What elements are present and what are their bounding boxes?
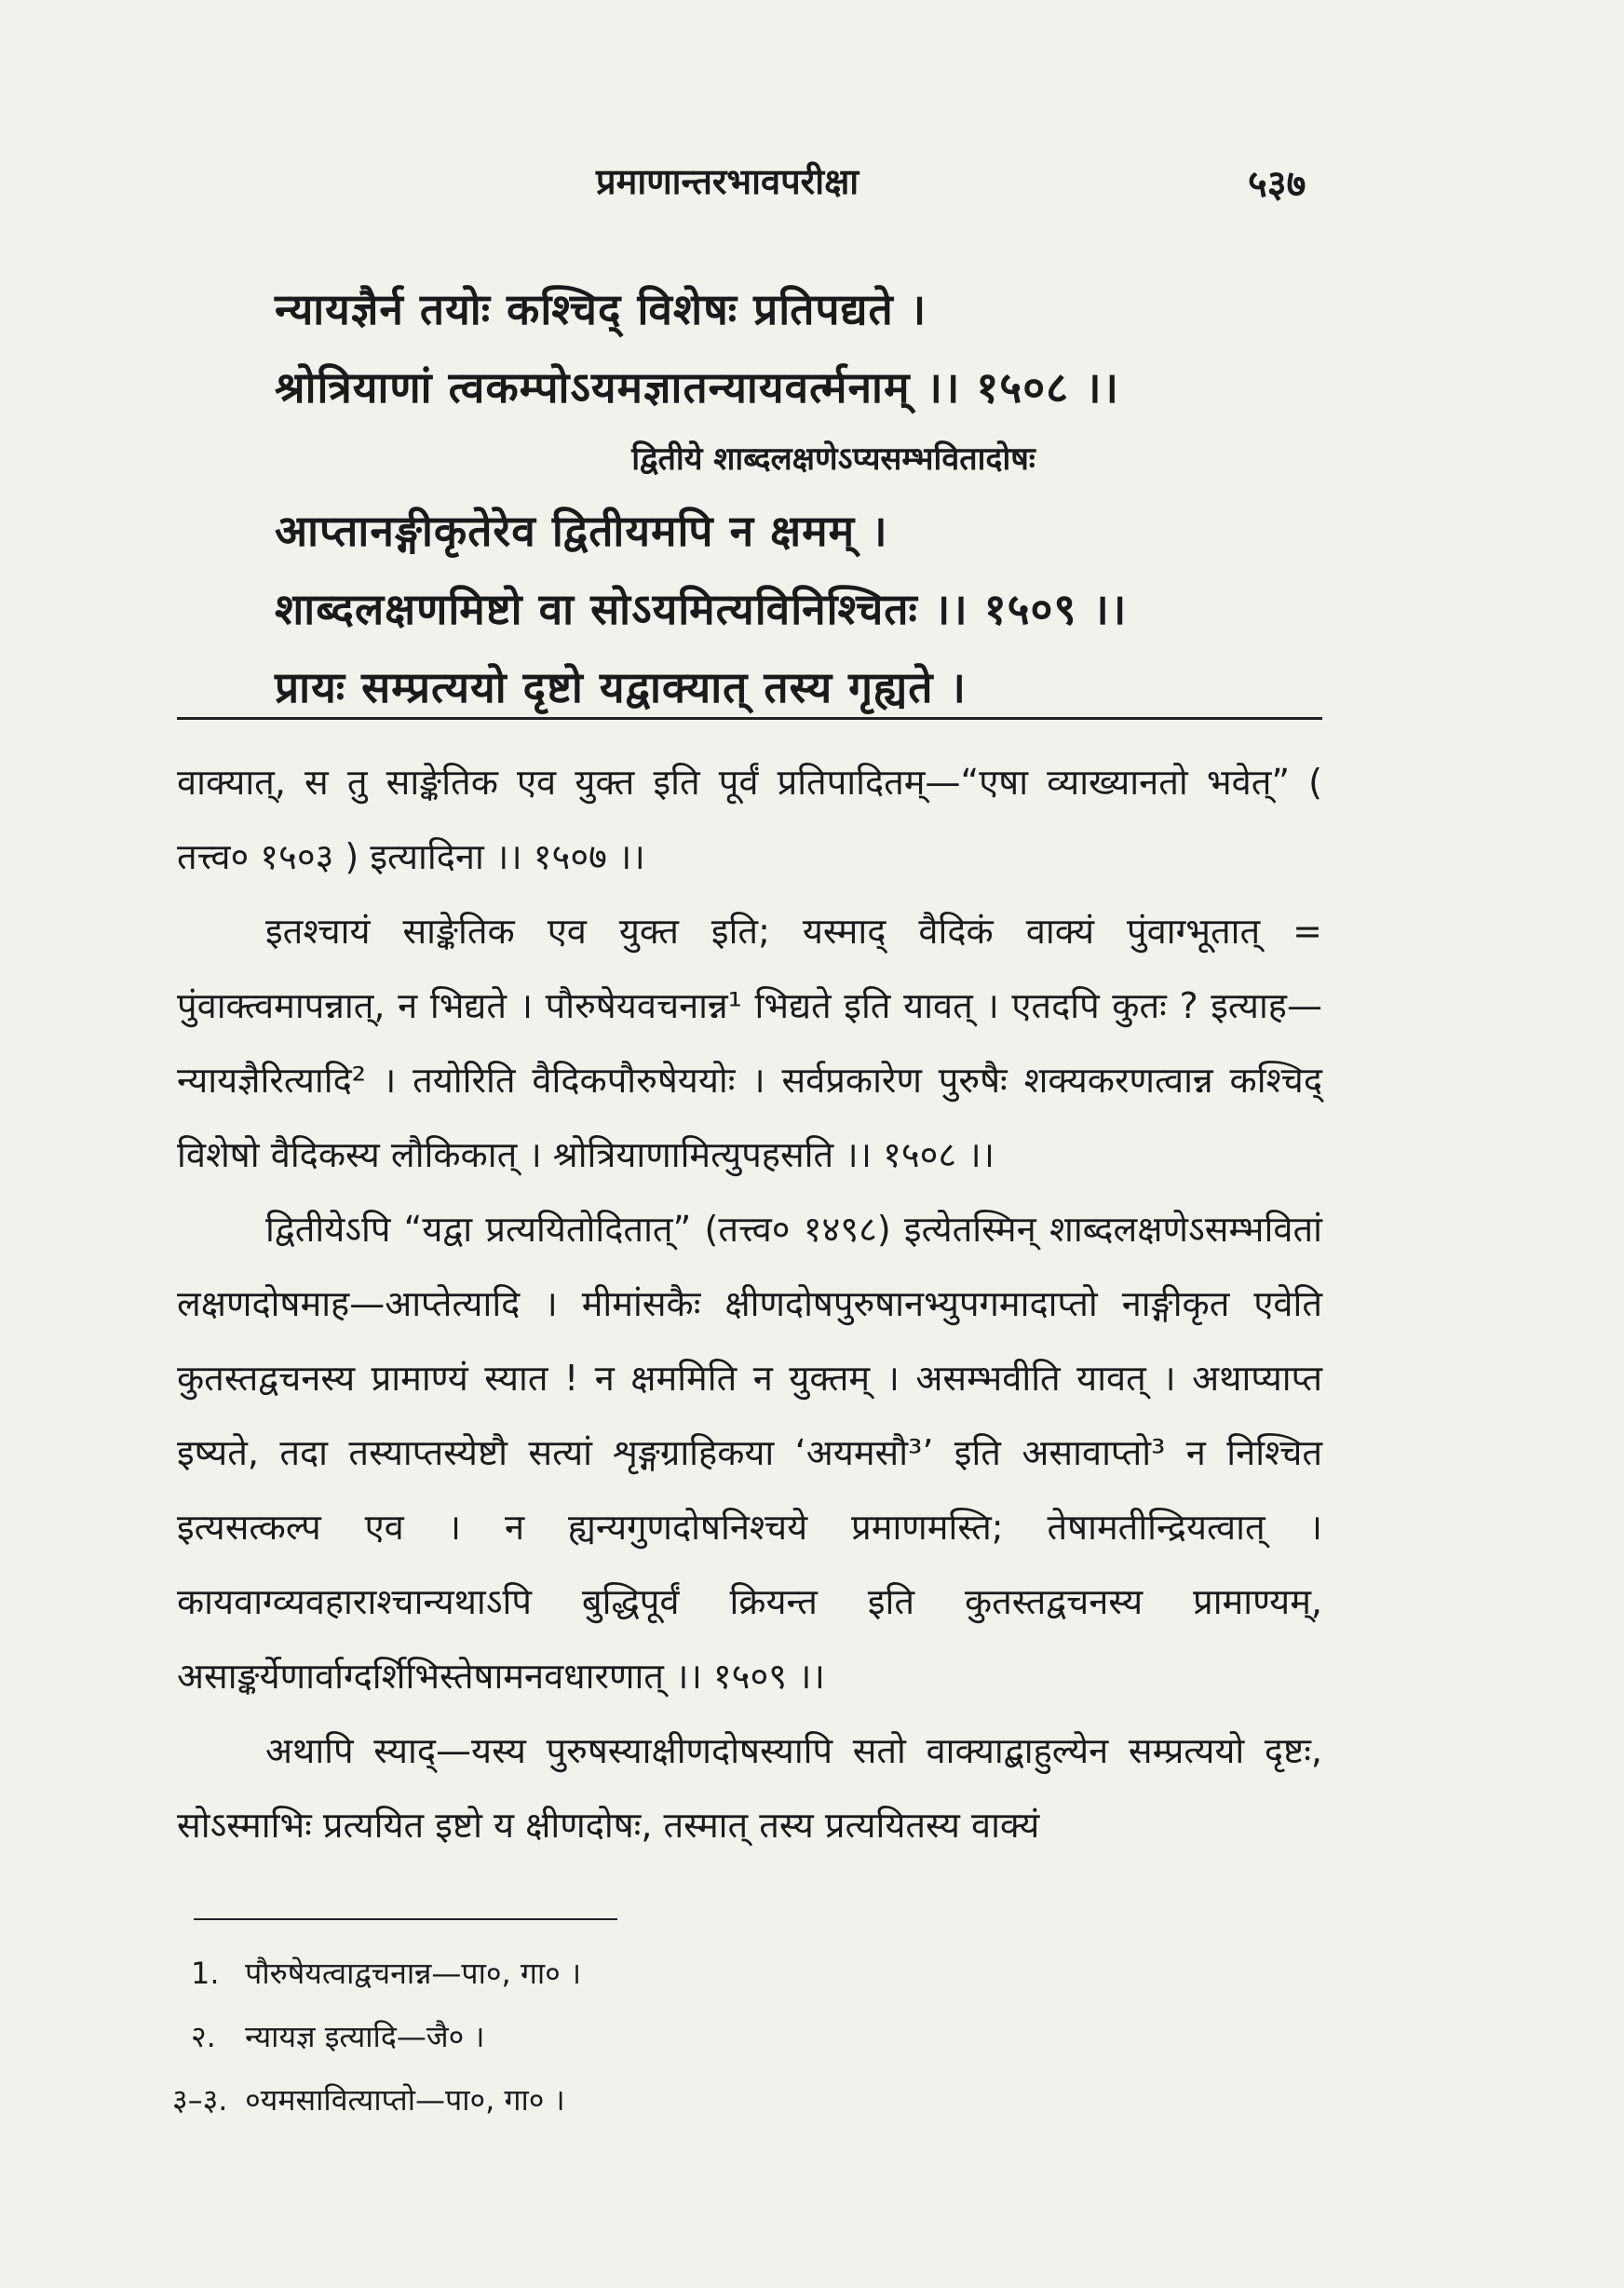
- page-number: ५३७: [1248, 163, 1306, 206]
- verse-subheading: द्वितीये शाब्दलक्षणेऽप्यसम्भवितादोषः: [631, 440, 1035, 478]
- footnote-text: पौरुषेयत्वाद्वचनान्न—पा०, गा० ।: [245, 1956, 582, 1991]
- commentary-paragraph-3: द्वितीयेऽपि “यद्वा प्रत्ययितोदितात्” (तत्त्व० १४९८) इत्येतस्मिन् शाब्दलक्षणेऽसम्भवितां लक्षणदोषमाह—आप्तेत्यादि । मीमांसकैः क्षीणदोषपुरुषानभ्युपगमादाप्तो नाङ्गीकृत एवेति कुतस्तद्वचनस्य प्रामाण्यं स्यात ! न क्षममिति न युक्तम् । असम्भवीति यावत् । अथाप्याप्त इष्यते, तदा तस्याप्तस्येष्टौ सत्यां शृङ्गग्राहिकया ‘अयमसौ³’ इति असावाप्तो³ न निश्चित इत्यसत्कल्प एव । न ह्यन्यगुणदोषनिश्चये प्रमाणमस्ति; तेषामतीन्द्रियत्वात् । कायवाग्व्यवहाराश्चान्यथाऽपि बुद्धिपूर्वं क्रियन्त इति कुतस्तद्वचनस्य प्रामाण्यम्, असाङ्कर्येणार्वाग्दर्शिभिस्तेषामनवधारणात् ।। १५०९ ।।: [177, 1209, 1322, 1697]
- verse-line-5: प्रायः सम्प्रत्ययो दृष्टो यद्वाक्यात् तस्य गृह्यते ।: [275, 662, 967, 712]
- footnote-number: 1.: [191, 1956, 220, 1991]
- verse-line-3: आप्तानङ्गीकृतेरेव द्वितीयमपि न क्षमम् ।: [275, 506, 888, 556]
- commentary-paragraph-2: इतश्चायं साङ्केतिक एव युक्त इति; यस्माद् वैदिकं वाक्यं पुंवाग्भूतात् = पुंवाक्त्वमापन्नात्, न भिद्यते । पौरुषेयवचनान्न¹ भिद्यते इति यावत् । एतदपि कुतः ? इत्याह—न्यायज्ञैरित्यादि² । तयोरिति वैदिकपौरुषेययोः । सर्वप्रकारेण पुरुषैः शक्यकरणत्वान्न कश्चिद् विशेषो वैदिकस्य लौकिकात् । श्रोत्रियाणामित्युपहसति ।। १५०८ ।।: [177, 911, 1322, 1175]
- footnotes: [172, 1942, 1215, 2132]
- verse-line-2: श्रोत्रियाणां त्वकम्पोऽयमज्ञातन्यायवर्त्मनाम् ।। १५०८ ।।: [275, 362, 1119, 413]
- running-head: [0, 156, 1624, 212]
- verse-block: [275, 270, 1355, 726]
- footnote-1: [191, 1942, 1215, 2005]
- verse-line-4: शाब्दलक्षणमिष्टो वा सोऽयमित्यविनिश्चितः ।। १५०९ ।।: [275, 584, 1128, 634]
- footnote-divider: [194, 1918, 617, 1920]
- commentary-paragraph-4: अथापि स्याद्—यस्य पुरुषस्याक्षीणदोषस्यापि सतो वाक्याद्बाहुल्येन सम्प्रत्ययो दृष्टः, सोऽस्माभिः प्रत्ययित इष्टो य क्षीणदोषः, तस्मात् तस्य प्रत्ययितस्य वाक्यं: [177, 1730, 1322, 1846]
- commentary: [177, 745, 1322, 1862]
- footnote-3: [172, 2068, 1215, 2132]
- commentary-paragraph-1: वाक्यात्, स तु साङ्केतिक एव युक्त इति पूर्वं प्रतिपादितम्—“एषा व्याख्यानतो भवेत्” ( तत्त्व० १५०३ ) इत्यादिना ।। १५०७ ।।: [177, 762, 1322, 877]
- running-title: प्रमाणान्तरभावपरीक्षा: [596, 161, 859, 202]
- verse-line-1: न्यायज्ञैर्न तयोः कश्चिद् विशेषः प्रतिपद्यते ।: [275, 284, 927, 334]
- footnote-number: ३–३.: [172, 2082, 228, 2118]
- verse-divider: [177, 717, 1322, 720]
- footnote-text: न्यायज्ञ इत्यादि—जै० ।: [245, 2019, 485, 2054]
- footnote-number: २.: [191, 2019, 216, 2054]
- footnote-text: ०यमसावित्याप्तो—पा०, गा० ।: [245, 2082, 565, 2118]
- footnote-2: [191, 2005, 1215, 2068]
